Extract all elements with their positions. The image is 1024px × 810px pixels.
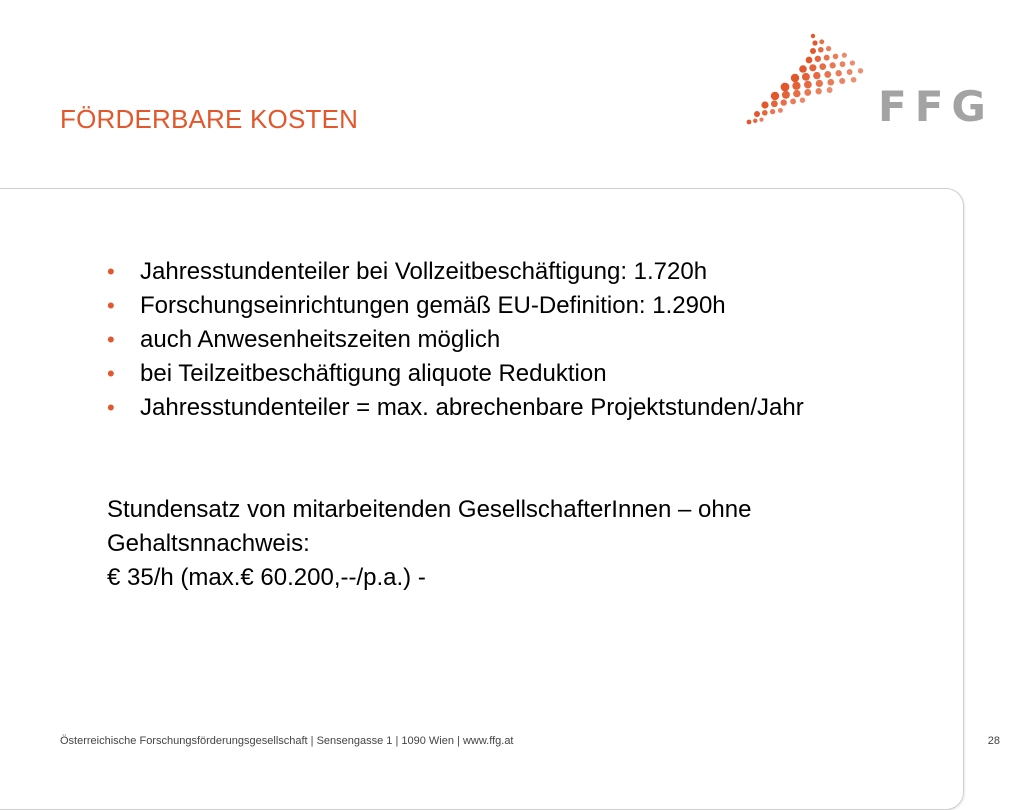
bullet-text: bei Teilzeitbeschäftigung aliquote Reduktion	[140, 360, 607, 387]
logo-dot	[830, 62, 836, 68]
logo-dot	[850, 60, 855, 65]
logo-dot	[793, 90, 800, 97]
logo-dot	[778, 108, 783, 113]
logo-dot	[858, 68, 863, 73]
bullet-item	[107, 323, 907, 357]
bullet-list	[107, 255, 907, 425]
bullet-item	[107, 289, 907, 323]
logo-dot	[847, 69, 853, 75]
hourly-rate-note	[107, 493, 927, 595]
logo-dot	[804, 81, 812, 89]
logo-dot	[816, 80, 823, 87]
logo-dot	[819, 63, 826, 70]
logo-dot	[747, 120, 752, 125]
note-line: € 35/h (max.€ 60.200,--/p.a.) -	[107, 564, 426, 591]
logo-dot	[809, 64, 816, 71]
logo-dot	[762, 110, 768, 116]
logo-dot	[791, 74, 799, 82]
footer-text: Österreichische Forschungsförderungsgesellschaft | Sensengasse 1 | 1090 Wien | www.ffg.at	[60, 735, 514, 747]
bullet-text: Forschungseinrichtungen gemäß EU-Definition: 1.290h	[140, 292, 726, 319]
logo-dot	[781, 99, 787, 105]
logo-dot	[824, 71, 831, 78]
logo-dot	[781, 83, 790, 92]
logo-dot	[824, 55, 830, 61]
bullet-dot-icon: •	[107, 395, 115, 420]
logo-dot	[835, 70, 841, 76]
logo-dot	[826, 46, 831, 51]
bullet-dot-icon: •	[107, 259, 115, 284]
bullet-item	[107, 255, 907, 289]
logo-dot	[810, 48, 816, 54]
logo-dot	[818, 47, 824, 53]
logo-dot	[827, 79, 834, 86]
logo-dot	[842, 53, 847, 58]
ffg-logo-icon	[745, 30, 870, 132]
logo-dot	[753, 119, 758, 124]
bullet-item	[107, 357, 907, 391]
note-line: Stundensatz von mitarbeitenden GesellschafterInnen – ohne Gehaltsnnachweis:	[107, 496, 752, 557]
logo-dot	[813, 72, 820, 79]
logo-dot	[761, 101, 768, 108]
logo-dot	[840, 61, 846, 67]
logo-dot	[827, 87, 833, 93]
bullet-text: Jahresstundenteiler bei Vollzeitbeschäftigung: 1.720h	[140, 258, 708, 285]
logo-dot	[811, 34, 815, 38]
logo-dot	[851, 77, 857, 83]
bullet-dot-icon: •	[107, 327, 115, 352]
logo-dot	[790, 98, 796, 104]
logo-dot	[804, 89, 811, 96]
logo-text: FFG	[878, 82, 994, 131]
bullet-dot-icon: •	[107, 293, 115, 318]
logo-dot	[815, 56, 821, 62]
logo-dot	[792, 82, 800, 90]
logo-dot	[759, 117, 763, 121]
logo-dot	[815, 88, 821, 94]
logo-dot	[770, 109, 775, 114]
logo-dot	[833, 54, 839, 60]
logo-dot	[800, 97, 805, 102]
logo-dot	[806, 57, 813, 64]
bullet-dot-icon: •	[107, 361, 115, 386]
logo-dot	[802, 73, 810, 81]
logo-dot	[839, 78, 845, 84]
logo-dot	[819, 39, 824, 44]
bullet-text: auch Anwesenheitszeiten möglich	[140, 326, 501, 353]
bullet-item	[107, 391, 907, 425]
logo-dot	[754, 111, 760, 117]
logo-dot	[799, 65, 807, 73]
page-number: 28	[987, 735, 1000, 747]
logo-dot	[782, 91, 790, 99]
slide-title: FÖRDERBARE KOSTEN	[60, 104, 359, 134]
logo-dot	[812, 40, 817, 45]
logo-dot	[771, 92, 779, 100]
logo-dot	[771, 100, 778, 107]
bullet-text: Jahresstundenteiler = max. abrechenbare Projektstunden/Jahr	[140, 394, 804, 421]
